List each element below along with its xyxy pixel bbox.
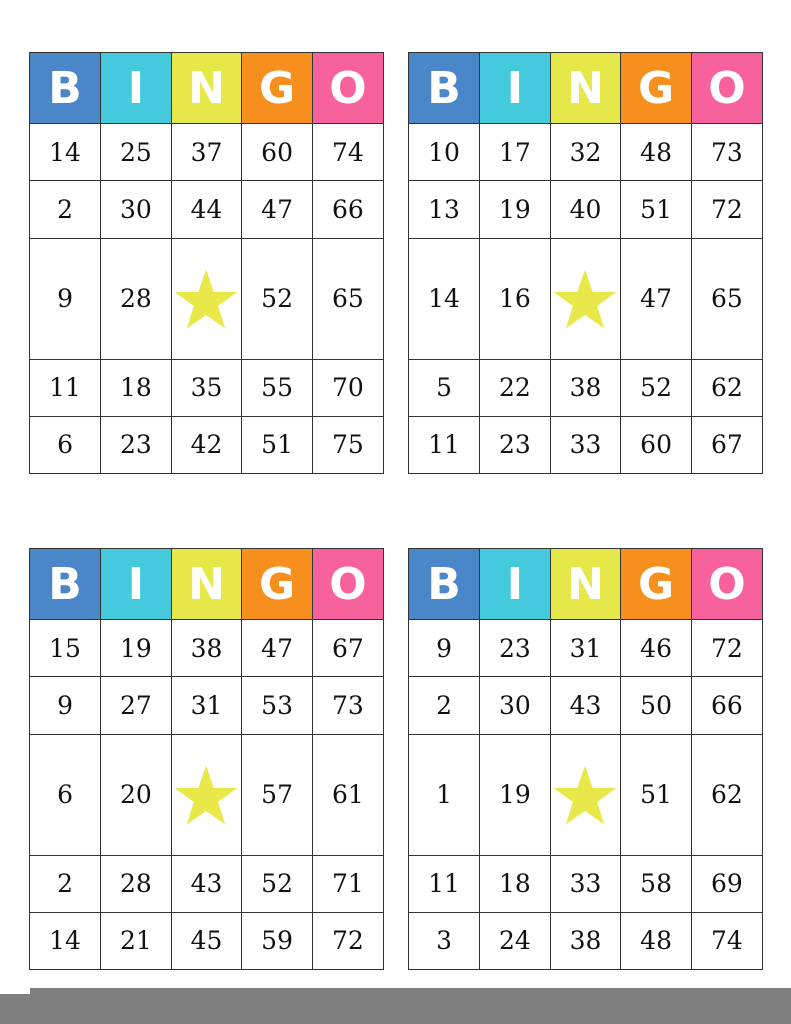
- number-cell: 2: [30, 855, 101, 912]
- header-letter-i: I: [101, 53, 172, 124]
- number-cell: 61: [312, 734, 383, 855]
- number-cell: 51: [621, 734, 692, 855]
- number-cell: 9: [30, 238, 101, 359]
- number-cell: 47: [242, 181, 313, 238]
- number-cell: 52: [621, 359, 692, 416]
- bingo-grid: [409, 549, 762, 969]
- number-cell: 38: [171, 620, 242, 677]
- number-cell: 69: [691, 855, 762, 912]
- number-cell: 40: [550, 181, 621, 238]
- number-cell: 55: [242, 359, 313, 416]
- header-letter-i: I: [480, 53, 551, 124]
- number-cell: 9: [30, 677, 101, 734]
- number-cell: 19: [101, 620, 172, 677]
- star-icon: [174, 764, 238, 826]
- number-cell: 37: [171, 124, 242, 181]
- number-cell: 70: [312, 359, 383, 416]
- bingo-row: [409, 855, 762, 912]
- bingo-row: [30, 238, 383, 359]
- free-space: [171, 734, 242, 855]
- bingo-grid: [409, 53, 762, 473]
- number-cell: 2: [30, 181, 101, 238]
- number-cell: 33: [550, 416, 621, 473]
- number-cell: 74: [312, 124, 383, 181]
- number-cell: 2: [409, 677, 480, 734]
- header-letter-g: G: [242, 549, 313, 620]
- bingo-row: [409, 124, 762, 181]
- header-letter-i: I: [101, 549, 172, 620]
- header-letter-b: B: [409, 53, 480, 124]
- bingo-header-row: [409, 53, 762, 124]
- number-cell: 72: [691, 181, 762, 238]
- bingo-row: [30, 181, 383, 238]
- number-cell: 50: [621, 677, 692, 734]
- free-space: [550, 238, 621, 359]
- number-cell: 6: [30, 416, 101, 473]
- bingo-grid: [30, 549, 383, 969]
- header-letter-g: G: [621, 549, 692, 620]
- number-cell: 30: [480, 677, 551, 734]
- number-cell: 66: [312, 181, 383, 238]
- number-cell: 11: [409, 855, 480, 912]
- number-cell: 60: [242, 124, 313, 181]
- number-cell: 28: [101, 238, 172, 359]
- number-cell: 16: [480, 238, 551, 359]
- bingo-card-2: [408, 52, 763, 474]
- bingo-row: [30, 620, 383, 677]
- number-cell: 73: [312, 677, 383, 734]
- bottom-bar-lip: [0, 988, 30, 994]
- number-cell: 19: [480, 181, 551, 238]
- number-cell: 19: [480, 734, 551, 855]
- number-cell: 24: [480, 912, 551, 969]
- number-cell: 44: [171, 181, 242, 238]
- number-cell: 11: [30, 359, 101, 416]
- number-cell: 17: [480, 124, 551, 181]
- free-space: [550, 734, 621, 855]
- bingo-row: [30, 359, 383, 416]
- number-cell: 51: [621, 181, 692, 238]
- header-letter-i: I: [480, 549, 551, 620]
- bingo-row: [409, 416, 762, 473]
- number-cell: 51: [242, 416, 313, 473]
- number-cell: 47: [621, 238, 692, 359]
- number-cell: 62: [691, 359, 762, 416]
- number-cell: 75: [332, 430, 364, 460]
- number-cell: 9: [409, 620, 480, 677]
- number-cell: 52: [242, 855, 313, 912]
- number-cell: 65: [312, 238, 383, 359]
- number-cell: 57: [242, 734, 313, 855]
- number-cell: 18: [101, 359, 172, 416]
- number-cell: 31: [171, 677, 242, 734]
- star-icon: [553, 268, 617, 330]
- bingo-row: [30, 855, 383, 912]
- star-icon: [174, 268, 238, 330]
- number-cell: 73: [691, 124, 762, 181]
- number-cell: 27: [101, 677, 172, 734]
- header-letter-n: N: [550, 53, 621, 124]
- number-cell: 15: [30, 620, 101, 677]
- number-cell: 32: [550, 124, 621, 181]
- number-cell: 53: [242, 677, 313, 734]
- number-cell: 28: [101, 855, 172, 912]
- header-letter-b: B: [409, 549, 480, 620]
- number-cell: 31: [550, 620, 621, 677]
- header-letter-n: N: [171, 549, 242, 620]
- header-letter-o: O: [691, 53, 762, 124]
- number-cell: 45: [171, 912, 242, 969]
- number-cell: 6: [30, 734, 101, 855]
- number-cell: 46: [621, 620, 692, 677]
- bingo-row: [30, 912, 383, 969]
- number-cell: 60: [621, 416, 692, 473]
- bingo-row: [30, 124, 383, 181]
- bingo-header-row: [30, 53, 383, 124]
- number-cell: 42: [171, 416, 242, 473]
- number-cell: 14: [30, 124, 101, 181]
- bingo-row: [409, 734, 762, 855]
- bingo-row: [409, 677, 762, 734]
- number-cell: 38: [550, 359, 621, 416]
- header-letter-g: G: [242, 53, 313, 124]
- number-cell: 3: [409, 912, 480, 969]
- number-cell: 58: [621, 855, 692, 912]
- bingo-row: [409, 620, 762, 677]
- bingo-row: [30, 734, 383, 855]
- bottom-bar: [0, 988, 791, 1024]
- number-cell: 11: [409, 416, 480, 473]
- number-cell: 25: [101, 124, 172, 181]
- number-cell: 18: [480, 855, 551, 912]
- header-letter-n: N: [171, 53, 242, 124]
- bingo-row: [30, 677, 383, 734]
- bingo-row: [409, 359, 762, 416]
- number-cell: 14: [30, 912, 101, 969]
- bingo-row: [409, 912, 762, 969]
- number-cell: 52: [242, 238, 313, 359]
- bingo-header-row: [30, 549, 383, 620]
- free-space: [171, 238, 242, 359]
- header-letter-b: B: [30, 53, 101, 124]
- header-letter-g: G: [621, 53, 692, 124]
- number-cell: 67: [711, 430, 743, 460]
- number-cell: 71: [312, 855, 383, 912]
- number-cell: 48: [621, 124, 692, 181]
- number-cell: 1: [409, 734, 480, 855]
- bingo-header-row: [409, 549, 762, 620]
- number-cell: 38: [550, 912, 621, 969]
- star-icon: [553, 764, 617, 826]
- number-cell: 14: [409, 238, 480, 359]
- bingo-row: [409, 181, 762, 238]
- number-cell: 30: [101, 181, 172, 238]
- bingo-row: [409, 238, 762, 359]
- number-cell: 23: [480, 416, 551, 473]
- number-cell: 59: [242, 912, 313, 969]
- header-letter-o: O: [312, 549, 383, 620]
- number-cell: 43: [550, 677, 621, 734]
- number-cell: 43: [171, 855, 242, 912]
- number-cell: 35: [171, 359, 242, 416]
- header-letter-b: B: [30, 549, 101, 620]
- number-cell: 13: [409, 181, 480, 238]
- number-cell: 66: [691, 677, 762, 734]
- number-cell: 20: [101, 734, 172, 855]
- header-letter-o: O: [312, 53, 383, 124]
- bingo-card-3: [29, 548, 384, 970]
- number-cell: 47: [242, 620, 313, 677]
- bingo-card-4: [408, 548, 763, 970]
- number-cell: 10: [409, 124, 480, 181]
- number-cell: 33: [550, 855, 621, 912]
- header-letter-o: O: [691, 549, 762, 620]
- bingo-card-1: [29, 52, 384, 474]
- number-cell: 23: [480, 620, 551, 677]
- number-cell: 74: [711, 926, 743, 956]
- number-cell: 62: [691, 734, 762, 855]
- number-cell: 65: [691, 238, 762, 359]
- number-cell: 5: [409, 359, 480, 416]
- number-cell: 72: [332, 926, 364, 956]
- number-cell: 23: [101, 416, 172, 473]
- number-cell: 21: [101, 912, 172, 969]
- number-cell: 48: [621, 912, 692, 969]
- bingo-grid: [30, 53, 383, 473]
- bingo-row: [30, 416, 383, 473]
- header-letter-n: N: [550, 549, 621, 620]
- number-cell: 67: [312, 620, 383, 677]
- number-cell: 72: [691, 620, 762, 677]
- number-cell: 22: [480, 359, 551, 416]
